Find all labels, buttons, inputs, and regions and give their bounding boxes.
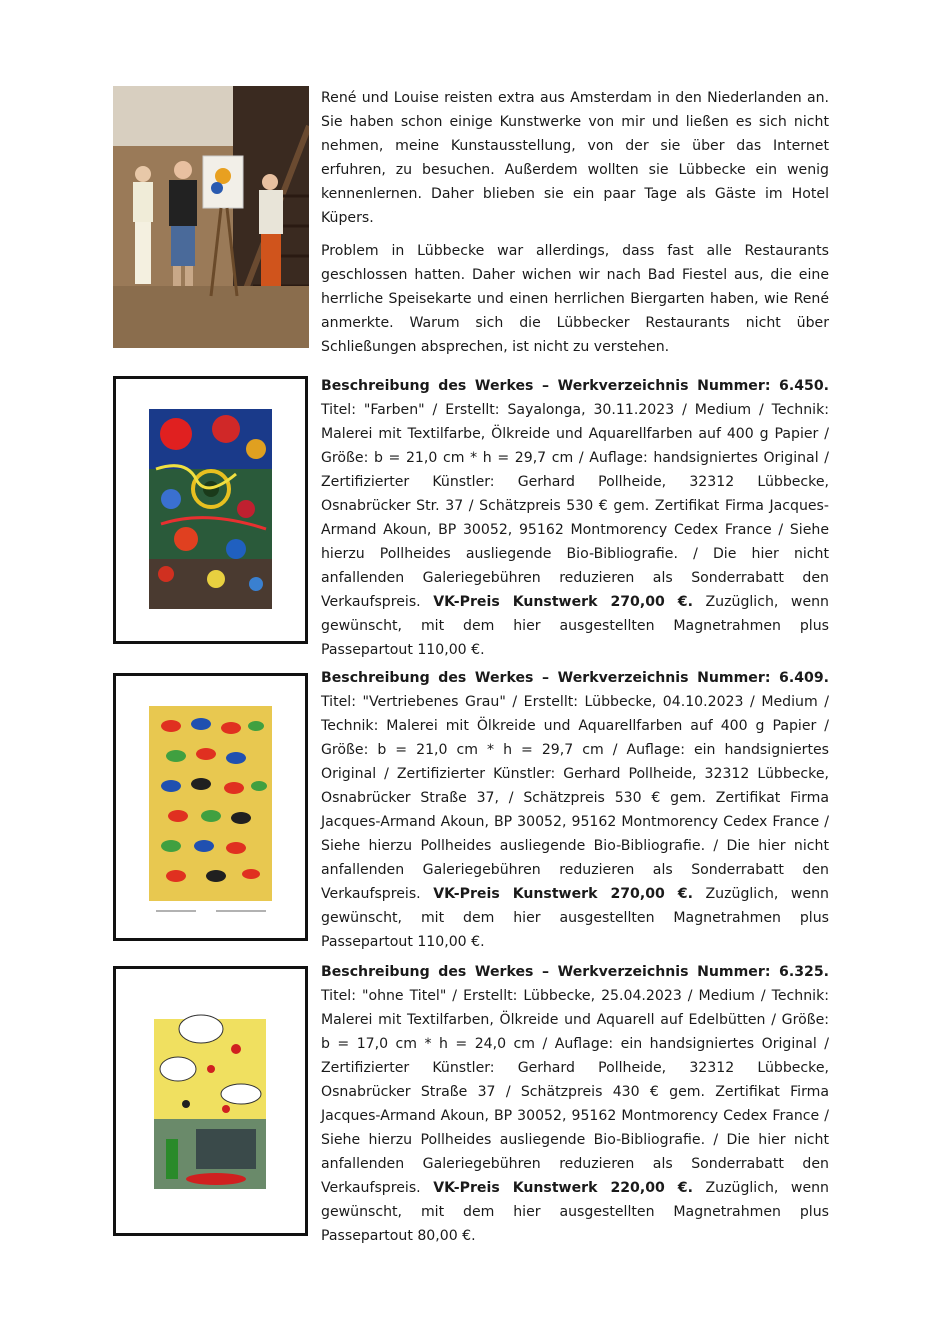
intro-paragraph-2: Problem in Lübbecke war allerdings, dass fast alle Restaurants geschlossen hatten. Daher wichen wir nach Bad Fiestel aus, die eine herrliche Speisekarte und einen herrlichen Biergarten haben, wie René anmerkte. Warum sich die Lübbecker Restaurants nicht über Schließungen absprechen, ist nicht zu verstehen. — [321, 243, 829, 355]
artwork-price: VK-Preis Kunstwerk 270,00 €. — [433, 886, 693, 902]
artwork-image-vertriebenes-grau — [113, 673, 308, 941]
artwork-heading: Beschreibung des Werkes – Werkverzeichnis Nummer: 6.409. — [321, 670, 829, 686]
artwork-description-6325 — [321, 960, 829, 1257]
artwork-description-6450 — [321, 374, 829, 671]
artwork-heading: Beschreibung des Werkes – Werkverzeichnis Nummer: 6.450. — [321, 378, 829, 394]
intro-text — [321, 86, 829, 368]
artwork-heading: Beschreibung des Werkes – Werkverzeichnis Nummer: 6.325. — [321, 964, 829, 980]
artwork-frame-note: Zuzüglich, wenn gewünscht, mit dem hier ausgestellten Magnetrahmen plus Passepartout 80,00 €. — [321, 1180, 829, 1244]
artwork-frame-note: Zuzüglich, wenn gewünscht, mit dem hier ausgestellten Magnetrahmen plus Passepartout 110,00 €. — [321, 886, 829, 950]
artwork-frame-note: Zuzüglich, wenn gewünscht, mit dem hier ausgestellten Magnetrahmen plus Passepartout 110,00 €. — [321, 594, 829, 658]
artwork-details: Titel: "Vertriebenes Grau" / Erstellt: Lübbecke, 04.10.2023 / Medium / Technik: Malerei mit Ölkreide und Aquarellfarben auf 400 g Papier / Größe: b = 21,0 cm * h = 29,7 cm / Auflage: ein handsigniertes Original / Zertifizierter Künstler: Gerhard Pollheide, 32312 Lübbecke, Osnabrücker Straße 37, / Schätzpreis 530 € gem. Zertifikat Firma Jacques-Armand Akoun, BP 30052, 95162 Montmorency Cedex France / Siehe hierzu Pollheides ausliegende Bio-Bibliografie. / Die hier nicht anfallenden Galeriegebühren reduzieren als Sonderrabatt den Verkaufspreis. — [321, 694, 829, 902]
artwork-image-farben — [113, 376, 308, 644]
artwork-description-6409 — [321, 666, 829, 963]
artwork-details: Titel: "Farben" / Erstellt: Sayalonga, 30.11.2023 / Medium / Technik: Malerei mit Textilfarbe, Ölkreide und Aquarellfarben auf 400 g Papier / Größe: b = 21,0 cm * h = 29,7 cm / Auflage: handsigniertes Original / Zertifizierter Künstler: Gerhard Pollheide, 32312 Lübbecke, Osnabrücker Str. 37 / Schätzpreis 530 € gem. Zertifikat Firma Jacques-Armand Akoun, BP 30052, 95162 Montmorency Cedex France / Siehe hierzu Pollheides ausliegende Bio-Bibliografie. / Die hier nicht anfallenden Galeriegebühren reduzieren als Sonderrabatt den Verkaufspreis. — [321, 402, 829, 610]
artwork-price: VK-Preis Kunstwerk 220,00 €. — [433, 1180, 693, 1196]
intro-paragraph-1: René und Louise reisten extra aus Amsterdam in den Niederlanden an. Sie haben schon einige Kunstwerke von mir und ließen es sich nicht nehmen, meine Kunstausstellung, von der sie über das Internet erfuhren, zu besuchen. Außerdem wollten sie Lübbecke ein wenig kennenlernen. Daher blieben sie ein paar Tage als Gäste im Hotel Küpers. — [321, 90, 829, 226]
visitors-photo — [113, 86, 309, 348]
artwork-details: Titel: "ohne Titel" / Erstellt: Lübbecke, 25.04.2023 / Medium / Technik: Malerei mit Textilfarben, Ölkreide und Aquarell auf Edelbütten / Größe: b = 17,0 cm * h = 24,0 cm / Auflage: ein handsigniertes Original / Zertifizierter Künstler: Gerhard Pollheide, 32312 Lübbecke, Osnabrücker Straße 37 / Schätzpreis 430 € gem. Zertifikat Firma Jacques-Armand Akoun, BP 30052, 95162 Montmorency Cedex France / Siehe hierzu Pollheides ausliegende Bio-Bibliografie. / Die hier nicht anfallenden Galeriegebühren reduzieren als Sonderrabatt den Verkaufspreis. — [321, 988, 829, 1196]
artwork-price: VK-Preis Kunstwerk 270,00 €. — [433, 594, 693, 610]
artwork-image-ohne-titel — [113, 966, 308, 1236]
